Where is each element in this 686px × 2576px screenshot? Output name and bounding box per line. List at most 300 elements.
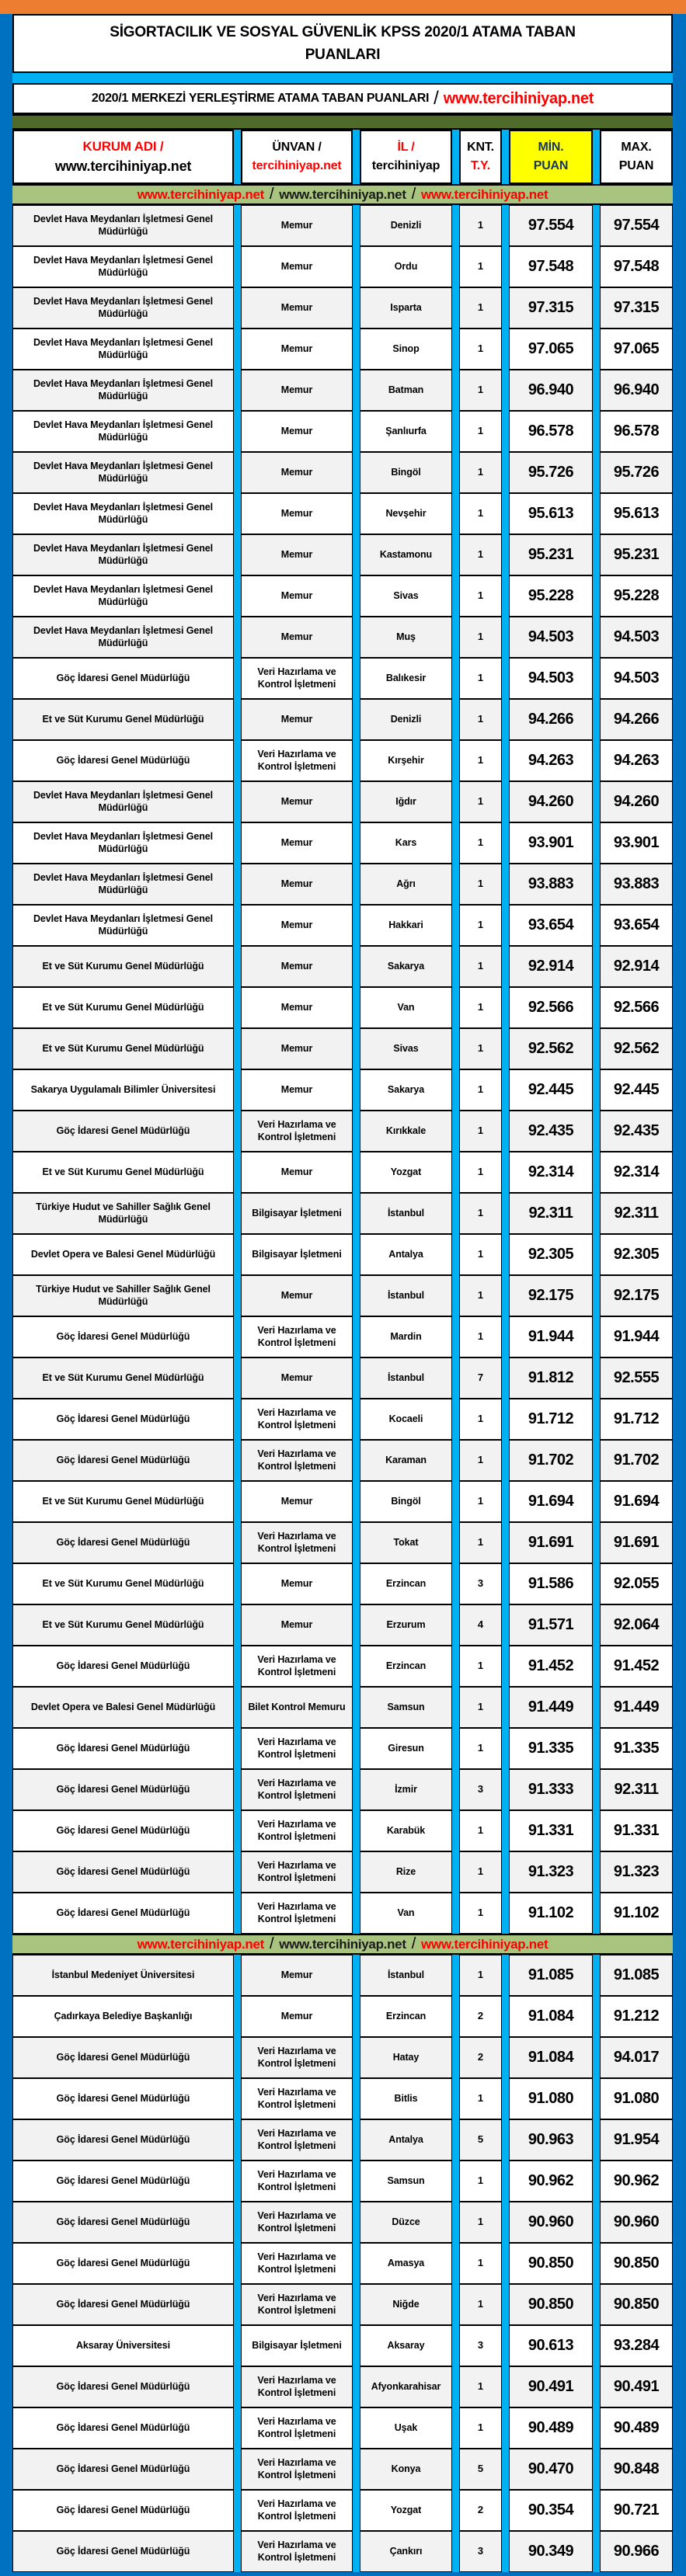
table-header-row [12, 130, 673, 184]
column-gap-strip [502, 1728, 509, 1769]
table-row [12, 2366, 673, 2407]
cell-knt-ty: 1 [459, 617, 502, 658]
column-gap-strip [502, 2078, 509, 2119]
cell-knt-ty: 1 [459, 493, 502, 534]
column-gap-strip [593, 2161, 600, 2202]
column-gap-strip [234, 822, 241, 864]
cell-max-puan: 96.940 [600, 370, 673, 411]
cell-kurum: Göç İdaresi Genel Müdürlüğü [12, 2531, 234, 2572]
column-gap-strip [452, 2037, 459, 2078]
cell-min-puan: 95.613 [509, 493, 593, 534]
cell-unvan: Memur [241, 699, 353, 740]
cell-il: Erzincan [360, 1996, 452, 2037]
cell-kurum: Et ve Süt Kurumu Genel Müdürlüğü [12, 1481, 234, 1522]
column-gap-strip [452, 411, 459, 452]
column-gap-strip [353, 246, 360, 287]
column-gap-strip [353, 740, 360, 781]
cell-knt-ty: 1 [459, 452, 502, 493]
cell-max-puan: 94.503 [600, 658, 673, 699]
cell-kurum: Göç İdaresi Genel Müdürlüğü [12, 2119, 234, 2161]
column-gap-strip [593, 905, 600, 946]
cell-min-puan: 91.102 [509, 1893, 593, 1934]
table-row [12, 864, 673, 905]
column-gap-strip [502, 1399, 509, 1440]
cell-kurum: Aksaray Üniversitesi [12, 2325, 234, 2366]
cell-knt-ty: 1 [459, 1234, 502, 1275]
column-gap-strip [353, 617, 360, 658]
cell-max-puan: 92.914 [600, 946, 673, 987]
cell-kurum: Göç İdaresi Genel Müdürlüğü [12, 1399, 234, 1440]
cell-max-puan: 90.850 [600, 2243, 673, 2284]
column-gap-strip [593, 2449, 600, 2490]
column-gap-strip [234, 2119, 241, 2161]
cell-max-puan: 94.503 [600, 617, 673, 658]
cell-il: Kocaeli [360, 1399, 452, 1440]
column-gap-strip [234, 946, 241, 987]
cell-unvan: Memur [241, 329, 353, 370]
cell-kurum: Devlet Hava Meydanları İşletmesi Genel Müdürlüğü [12, 205, 234, 246]
cell-il: Nevşehir [360, 493, 452, 534]
cell-unvan: Memur [241, 575, 353, 617]
cell-max-puan: 91.080 [600, 2078, 673, 2119]
column-gap-strip [502, 781, 509, 822]
column-gap-strip [502, 1687, 509, 1728]
cell-min-puan: 92.445 [509, 1069, 593, 1111]
cell-knt-ty: 1 [459, 2407, 502, 2449]
cell-kurum: Göç İdaresi Genel Müdürlüğü [12, 1111, 234, 1152]
cell-knt-ty: 1 [459, 1481, 502, 1522]
cell-knt-ty: 4 [459, 1604, 502, 1646]
separator-url-2: www.tercihiniyap.net [279, 186, 406, 202]
cell-kurum: Göç İdaresi Genel Müdürlüğü [12, 1769, 234, 1810]
cell-il: Ağrı [360, 864, 452, 905]
column-gap-strip [593, 130, 600, 184]
cell-knt-ty: 5 [459, 2119, 502, 2161]
cell-kurum: Göç İdaresi Genel Müdürlüğü [12, 1728, 234, 1769]
column-gap-strip [593, 1728, 600, 1769]
column-gap-strip [502, 1316, 509, 1358]
column-gap-strip [234, 1358, 241, 1399]
site-url-text: www.tercihiniyap.net [443, 89, 594, 107]
cell-min-puan: 91.084 [509, 1996, 593, 2037]
table-row [12, 1851, 673, 1893]
column-gap-strip [452, 2202, 459, 2243]
column-gap-strip [234, 617, 241, 658]
cell-max-puan: 90.721 [600, 2490, 673, 2531]
cell-unvan: Veri Hazırlama ve Kontrol İşletmeni [241, 1440, 353, 1481]
separator-url-3: www.tercihiniyap.net [420, 186, 548, 202]
cell-min-puan: 92.314 [509, 1152, 593, 1193]
cell-max-puan: 90.489 [600, 2407, 673, 2449]
column-gap-strip [452, 2161, 459, 2202]
cell-min-puan: 94.503 [509, 658, 593, 699]
separator-url-1: www.tercihiniyap.net [137, 1936, 265, 1952]
cell-unvan: Memur [241, 411, 353, 452]
subtitle-slash: / [434, 88, 439, 109]
column-gap-strip [593, 2490, 600, 2531]
cell-unvan: Veri Hazırlama ve Kontrol İşletmeni [241, 1810, 353, 1851]
column-gap-strip [502, 1152, 509, 1193]
cell-max-puan: 90.848 [600, 2449, 673, 2490]
column-gap-strip [452, 1358, 459, 1399]
cell-knt-ty: 1 [459, 1316, 502, 1358]
cell-min-puan: 91.812 [509, 1358, 593, 1399]
column-gap-strip [353, 1851, 360, 1893]
column-gap-strip [502, 205, 509, 246]
cell-il: Karabük [360, 1810, 452, 1851]
page-title: SİGORTACILIK VE SOSYAL GÜVENLİK KPSS 2020/1 ATAMA TABAN PUANLARI [110, 23, 576, 63]
table-row [12, 1728, 673, 1769]
cell-unvan: Veri Hazırlama ve Kontrol İşletmeni [241, 2037, 353, 2078]
column-gap-strip [234, 1275, 241, 1316]
column-gap-strip [452, 2366, 459, 2407]
header-unvan-line1: ÜNVAN / [272, 141, 322, 154]
column-gap-strip [353, 2531, 360, 2572]
cell-min-puan: 95.726 [509, 452, 593, 493]
table-row [12, 205, 673, 246]
column-gap-strip [452, 1769, 459, 1810]
column-gap-strip [452, 699, 459, 740]
cell-min-puan: 91.571 [509, 1604, 593, 1646]
column-gap-strip [502, 130, 509, 184]
cell-unvan: Memur [241, 534, 353, 575]
cell-max-puan: 90.966 [600, 2531, 673, 2572]
cell-min-puan: 91.944 [509, 1316, 593, 1358]
column-gap-strip [234, 2407, 241, 2449]
column-gap-strip [234, 1893, 241, 1934]
column-gap-strip [452, 987, 459, 1028]
column-gap-strip [234, 2037, 241, 2078]
cell-knt-ty: 1 [459, 1152, 502, 1193]
cell-max-puan: 90.960 [600, 2202, 673, 2243]
cell-unvan: Veri Hazırlama ve Kontrol İşletmeni [241, 1399, 353, 1440]
column-gap-strip [353, 575, 360, 617]
column-gap-strip [593, 1810, 600, 1851]
cell-knt-ty: 1 [459, 1851, 502, 1893]
cell-max-puan: 93.654 [600, 905, 673, 946]
separator-slash: / [411, 1935, 416, 1952]
separator-slash: / [270, 186, 274, 203]
column-gap-strip [353, 658, 360, 699]
cell-il: Balıkesir [360, 658, 452, 699]
table-row [12, 905, 673, 946]
column-gap-strip [593, 987, 600, 1028]
column-gap-strip [502, 740, 509, 781]
column-gap-strip [353, 1111, 360, 1152]
table-row [12, 658, 673, 699]
cell-knt-ty: 1 [459, 864, 502, 905]
cell-max-puan: 95.613 [600, 493, 673, 534]
cell-knt-ty: 1 [459, 370, 502, 411]
header-min-line2: PUAN [533, 159, 569, 172]
cell-unvan: Memur [241, 1028, 353, 1069]
column-gap-strip [234, 864, 241, 905]
column-gap-strip [234, 2449, 241, 2490]
column-gap-strip [452, 1481, 459, 1522]
cell-knt-ty: 1 [459, 1399, 502, 1440]
table-row [12, 946, 673, 987]
cell-max-puan: 92.314 [600, 1152, 673, 1193]
column-gap-strip [353, 2449, 360, 2490]
column-gap-strip [593, 2202, 600, 2243]
cell-min-puan: 97.554 [509, 205, 593, 246]
cell-max-puan: 93.284 [600, 2325, 673, 2366]
column-gap-strip [452, 617, 459, 658]
column-gap-strip [593, 1358, 600, 1399]
column-gap-strip [353, 2119, 360, 2161]
table-body [12, 184, 673, 2572]
cell-il: Niğde [360, 2284, 452, 2325]
cell-min-puan: 97.065 [509, 329, 593, 370]
cell-kurum: Devlet Hava Meydanları İşletmesi Genel Müdürlüğü [12, 287, 234, 329]
cell-kurum: Devlet Hava Meydanları İşletmesi Genel Müdürlüğü [12, 905, 234, 946]
separator-banner [12, 184, 673, 205]
cell-knt-ty: 1 [459, 1275, 502, 1316]
column-gap-strip [353, 1193, 360, 1234]
cell-unvan: Memur [241, 1955, 353, 1996]
column-gap-strip [593, 1687, 600, 1728]
table-row [12, 699, 673, 740]
header-kurum-line1: KURUM ADI / [82, 138, 164, 154]
cell-kurum: Devlet Hava Meydanları İşletmesi Genel Müdürlüğü [12, 575, 234, 617]
column-gap-strip [593, 1399, 600, 1440]
cell-unvan: Memur [241, 987, 353, 1028]
table-row [12, 781, 673, 822]
column-gap-strip [234, 1996, 241, 2037]
cell-min-puan: 90.354 [509, 2490, 593, 2531]
column-gap-strip [502, 2490, 509, 2531]
cell-max-puan: 91.694 [600, 1481, 673, 1522]
cell-il: Batman [360, 370, 452, 411]
column-gap-strip [234, 1028, 241, 1069]
column-gap-strip [593, 740, 600, 781]
column-gap-strip [452, 2449, 459, 2490]
cell-max-puan: 91.954 [600, 2119, 673, 2161]
cell-kurum: Göç İdaresi Genel Müdürlüğü [12, 2161, 234, 2202]
column-gap-strip [452, 1440, 459, 1481]
cell-kurum: Sakarya Uygulamalı Bilimler Üniversitesi [12, 1069, 234, 1111]
column-gap-strip [234, 1316, 241, 1358]
cell-min-puan: 90.963 [509, 2119, 593, 2161]
cell-min-puan: 91.586 [509, 1563, 593, 1604]
column-gap-strip [593, 617, 600, 658]
cell-knt-ty: 1 [459, 905, 502, 946]
table-row [12, 1522, 673, 1563]
table-row [12, 411, 673, 452]
column-gap-strip [353, 287, 360, 329]
column-gap-strip [234, 1481, 241, 1522]
column-gap-strip [353, 1440, 360, 1481]
table-row [12, 2078, 673, 2119]
column-gap-strip [502, 287, 509, 329]
column-gap-strip [452, 370, 459, 411]
table-row [12, 452, 673, 493]
column-gap-strip [502, 1111, 509, 1152]
column-gap-strip [593, 1440, 600, 1481]
header-min-puan [509, 130, 593, 184]
column-gap-strip [353, 1810, 360, 1851]
column-gap-strip [593, 246, 600, 287]
cell-max-puan: 95.228 [600, 575, 673, 617]
cell-il: Rize [360, 1851, 452, 1893]
column-gap-strip [593, 1893, 600, 1934]
column-gap-strip [234, 1069, 241, 1111]
column-gap-strip [353, 1769, 360, 1810]
cell-knt-ty: 1 [459, 1028, 502, 1069]
cell-il: İstanbul [360, 1275, 452, 1316]
cell-kurum: Göç İdaresi Genel Müdürlüğü [12, 2490, 234, 2531]
table-row [12, 1275, 673, 1316]
column-gap-strip [502, 452, 509, 493]
column-gap-strip [353, 864, 360, 905]
column-gap-strip [502, 2161, 509, 2202]
column-gap-strip [593, 1563, 600, 1604]
column-gap-strip [353, 2284, 360, 2325]
column-gap-strip [353, 1522, 360, 1563]
column-gap-strip [502, 617, 509, 658]
cell-min-puan: 91.452 [509, 1646, 593, 1687]
column-gap-strip [452, 1646, 459, 1687]
column-gap-strip [234, 534, 241, 575]
column-gap-strip [452, 1316, 459, 1358]
cell-min-puan: 91.694 [509, 1481, 593, 1522]
cell-max-puan: 91.102 [600, 1893, 673, 1934]
column-gap-strip [452, 2078, 459, 2119]
cell-il: Erzincan [360, 1563, 452, 1604]
table-row [12, 1893, 673, 1934]
cell-kurum: Devlet Hava Meydanları İşletmesi Genel Müdürlüğü [12, 452, 234, 493]
column-gap-strip [234, 1522, 241, 1563]
column-gap-strip [353, 1646, 360, 1687]
column-gap-strip [502, 1481, 509, 1522]
cell-kurum: Göç İdaresi Genel Müdürlüğü [12, 1851, 234, 1893]
column-gap-strip [502, 1996, 509, 2037]
column-gap-strip [502, 905, 509, 946]
cell-il: Bingöl [360, 452, 452, 493]
table-row [12, 329, 673, 370]
column-gap-strip [353, 905, 360, 946]
column-gap-strip [353, 205, 360, 246]
table-row [12, 1563, 673, 1604]
subtitle-label: 2020/1 MERKEZİ YERLEŞTİRME ATAMA TABAN PUANLARI [91, 92, 430, 105]
table-row [12, 1646, 673, 1687]
cell-min-puan: 93.901 [509, 822, 593, 864]
cell-il: Afyonkarahisar [360, 2366, 452, 2407]
table-row [12, 1069, 673, 1111]
column-gap-strip [593, 534, 600, 575]
column-gap-strip [234, 1728, 241, 1769]
cell-unvan: Memur [241, 370, 353, 411]
cell-kurum: Et ve Süt Kurumu Genel Müdürlüğü [12, 1028, 234, 1069]
cell-max-puan: 93.901 [600, 822, 673, 864]
cell-knt-ty: 1 [459, 246, 502, 287]
column-gap-strip [234, 2161, 241, 2202]
column-gap-strip [234, 1955, 241, 1996]
cell-max-puan: 91.323 [600, 1851, 673, 1893]
column-gap-strip [502, 822, 509, 864]
column-gap-strip [502, 534, 509, 575]
cell-knt-ty: 3 [459, 1563, 502, 1604]
cell-kurum: Göç İdaresi Genel Müdürlüğü [12, 2037, 234, 2078]
cell-kurum: Çadırkaya Belediye Başkanlığı [12, 1996, 234, 2037]
cell-knt-ty: 1 [459, 740, 502, 781]
cell-il: Kars [360, 822, 452, 864]
column-gap-strip [452, 946, 459, 987]
column-gap-strip [502, 329, 509, 370]
column-gap-strip [353, 1234, 360, 1275]
cell-knt-ty: 1 [459, 2161, 502, 2202]
column-gap-strip [593, 411, 600, 452]
column-gap-strip [593, 1028, 600, 1069]
column-gap-strip [353, 1152, 360, 1193]
column-gap-strip [234, 1193, 241, 1234]
subtitle-box [12, 83, 673, 114]
header-unvan-line2: tercihiniyap.net [252, 159, 342, 172]
table-row [12, 1234, 673, 1275]
header-max-line1: MAX. [621, 141, 652, 154]
column-gap-strip [234, 1687, 241, 1728]
column-gap-strip [452, 1955, 459, 1996]
column-gap-strip [452, 1893, 459, 1934]
cell-min-puan: 90.489 [509, 2407, 593, 2449]
cell-max-puan: 96.578 [600, 411, 673, 452]
column-gap-strip [593, 2407, 600, 2449]
column-gap-strip [353, 2407, 360, 2449]
table-row [12, 2119, 673, 2161]
column-gap-strip [502, 1275, 509, 1316]
column-gap-strip [452, 1275, 459, 1316]
table-row [12, 1996, 673, 2037]
column-gap-strip [502, 2243, 509, 2284]
cell-min-puan: 97.315 [509, 287, 593, 329]
separator-slash: / [411, 186, 416, 203]
column-gap-strip [593, 1193, 600, 1234]
cell-knt-ty: 1 [459, 2078, 502, 2119]
cell-max-puan: 92.311 [600, 1193, 673, 1234]
cell-il: Karaman [360, 1440, 452, 1481]
cell-kurum: Göç İdaresi Genel Müdürlüğü [12, 1893, 234, 1934]
cell-max-puan: 91.944 [600, 1316, 673, 1358]
table-row [12, 1111, 673, 1152]
column-gap-strip [234, 1234, 241, 1275]
column-gap-strip [452, 1810, 459, 1851]
table-row [12, 1440, 673, 1481]
column-gap-strip [353, 1955, 360, 1996]
column-gap-strip [452, 1028, 459, 1069]
column-gap-strip [593, 575, 600, 617]
cell-knt-ty: 1 [459, 411, 502, 452]
cell-kurum: Göç İdaresi Genel Müdürlüğü [12, 1522, 234, 1563]
cell-knt-ty: 2 [459, 2037, 502, 2078]
column-gap-strip [234, 2531, 241, 2572]
column-gap-strip [502, 699, 509, 740]
column-gap-strip [593, 2531, 600, 2572]
cell-kurum: Devlet Hava Meydanları İşletmesi Genel Müdürlüğü [12, 822, 234, 864]
column-gap-strip [502, 1522, 509, 1563]
cell-min-puan: 93.883 [509, 864, 593, 905]
cell-knt-ty: 7 [459, 1358, 502, 1399]
cell-min-puan: 91.333 [509, 1769, 593, 1810]
cell-max-puan: 97.315 [600, 287, 673, 329]
table-row [12, 822, 673, 864]
column-gap-strip [452, 1193, 459, 1234]
column-gap-strip [353, 2078, 360, 2119]
cell-unvan: Memur [241, 1275, 353, 1316]
cell-unvan: Veri Hazırlama ve Kontrol İşletmeni [241, 2243, 353, 2284]
column-gap-strip [234, 2202, 241, 2243]
column-gap-strip [452, 2531, 459, 2572]
cell-il: Antalya [360, 2119, 452, 2161]
